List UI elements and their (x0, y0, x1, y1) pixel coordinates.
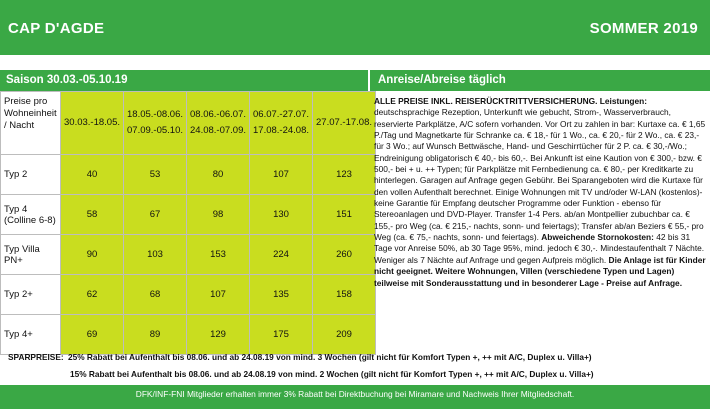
price-cell: 135 (250, 275, 313, 315)
price-cell: 175 (250, 315, 313, 355)
column-header: 08.06.-06.07. 24.08.-07.09. (187, 92, 250, 155)
price-cell: 80 (187, 155, 250, 195)
price-cell: 209 (313, 315, 376, 355)
table-row (1, 195, 376, 235)
table-row (1, 235, 376, 275)
price-cell: 90 (61, 235, 124, 275)
price-cell: 107 (250, 155, 313, 195)
row-label: Typ Villa PN+ (1, 235, 61, 275)
price-cell: 98 (187, 195, 250, 235)
price-cell: 62 (61, 275, 124, 315)
table-row (1, 275, 376, 315)
row-label: Typ 2 (1, 155, 61, 195)
column-header: 30.03.-18.05. (61, 92, 124, 155)
storno-text: 42 bis 31 Tage vor Anreise 50%, ab 30 Tage 95%, mind. jedoch € 30,-. Mindestaufenthalt 7 Nächte. Weniger als 7 Nächte auf Anfrage und gegen Aufpreis möglich. (374, 232, 705, 265)
price-cell: 151 (313, 195, 376, 235)
price-cell: 224 (250, 235, 313, 275)
row-label: Typ 4+ (1, 315, 61, 355)
price-cell: 153 (187, 235, 250, 275)
price-cell: 69 (61, 315, 124, 355)
sparpreise-label: SPARPREISE: (8, 352, 64, 362)
footer-note: DFK/INF-FNI Mitglieder erhalten immer 3% Rabatt bei Direktbuchung bei Miramare und Nachweis Ihrer Mitgliedschaft. (0, 385, 710, 409)
price-cell: 53 (124, 155, 187, 195)
price-cell: 89 (124, 315, 187, 355)
price-cell: 103 (124, 235, 187, 275)
row-label: Typ 2+ (1, 275, 61, 315)
price-cell: 58 (61, 195, 124, 235)
table-corner-label: Preise pro Wohneinheit / Nacht (1, 92, 61, 155)
column-header: 06.07.-27.07. 17.08.-24.08. (250, 92, 313, 155)
storno-label: Abweichende Stornokosten: (541, 232, 654, 243)
season-band: Saison 30.03.-05.10.19 (0, 70, 368, 91)
column-header: 18.05.-08.06. 07.09.-05.10. (124, 92, 187, 155)
closing-note: Die Anlage ist für Kinder nicht geeignet. Weitere Wohnungen, Villen (verschiedene Typen und Lagen) teilweise mit Sonderausstattung und in besonderer Lage - Preise auf Anfrage. (374, 254, 706, 288)
sparpreise-section (8, 349, 708, 383)
service-description (374, 96, 706, 289)
sparpreise-line-2: 15% Rabatt bei Aufenthalt bis 08.06. und ab 24.08.19 von mind. 2 Wochen (gilt nicht für Komfort Typen +, ++ mit A/C, Duplex u. Villa+) (70, 369, 594, 379)
price-cell: 40 (61, 155, 124, 195)
price-cell: 123 (313, 155, 376, 195)
table-row (1, 155, 376, 195)
description-body: deutschsprachige Rezeption, Unterkunft wie gebucht, Strom-, Wasserverbrauch, reservierte Parkplätze, A/C sofern vorhanden. Vor Ort zu zahlen in bar: Kurtaxe ca. € 1,65 P./Tag und Magnetkarte für Schranke ca. € 18,- für 1 Wo., ca. € 20,- für 2 Wo., ca. € 23,- für 3 Wo.; auf Wunsch Bettwäsche, Hand- und Geschirrtücher für 2 P. ca. € 30,-/Wo.; Endreinigung obligatorisch € 40,- bis 60,-. Bei Ankunft ist eine Kaution von € 300,- bzw. € 500,- bei + u. ++ Typen; für Parkplätze mit Fernbedienung ca. € 80,- per Kreditkarte zu hinterlegen. Garagen auf Anfrage gegen Gebühr. Bei Sparangeboten wird die Kurtaxe für den vollen Aufenthalt berechnet. Einige Wohnungen mit TV und/oder W-LAN (kostenlos)- keine Garantie für Empfang deutscher Programme oder Funktion - ebenso für Stereoanlagen und DVD-Player. Transfer 1-4 Pers. ab/an Montpellier zubuchbar ca. € 155,- pro Weg (ca. € 215,- nachts, sonn- und feiertags); Transfer ab/an Beziers € 55,- pro Weg (ca. € 75,- nachts, sonn- und feiertags). (374, 107, 706, 243)
page-header (0, 0, 710, 55)
price-cell: 130 (250, 195, 313, 235)
arrival-band: Anreise/Abreise täglich (370, 70, 710, 91)
table-header-row (1, 92, 376, 155)
description-lead: ALLE PREISE INKL. REISERÜCKTRITTVERSICHERUNG. Leistungen: (374, 96, 648, 106)
price-cell: 158 (313, 275, 376, 315)
price-cell: 67 (124, 195, 187, 235)
season-title: SOMMER 2019 (589, 20, 698, 37)
column-header: 27.07.-17.08. (313, 92, 376, 155)
row-label: Typ 4 (Colline 6-8) (1, 195, 61, 235)
destination-title: CAP D'AGDE (8, 20, 105, 37)
price-table (0, 91, 376, 355)
sparpreise-line-1: 25% Rabatt bei Aufenthalt bis 08.06. und ab 24.08.19 von mind. 3 Wochen (gilt nicht für Komfort Typen +, ++ mit A/C, Duplex u. Villa+) (68, 352, 592, 362)
price-cell: 129 (187, 315, 250, 355)
price-cell: 68 (124, 275, 187, 315)
price-cell: 260 (313, 235, 376, 275)
price-cell: 107 (187, 275, 250, 315)
